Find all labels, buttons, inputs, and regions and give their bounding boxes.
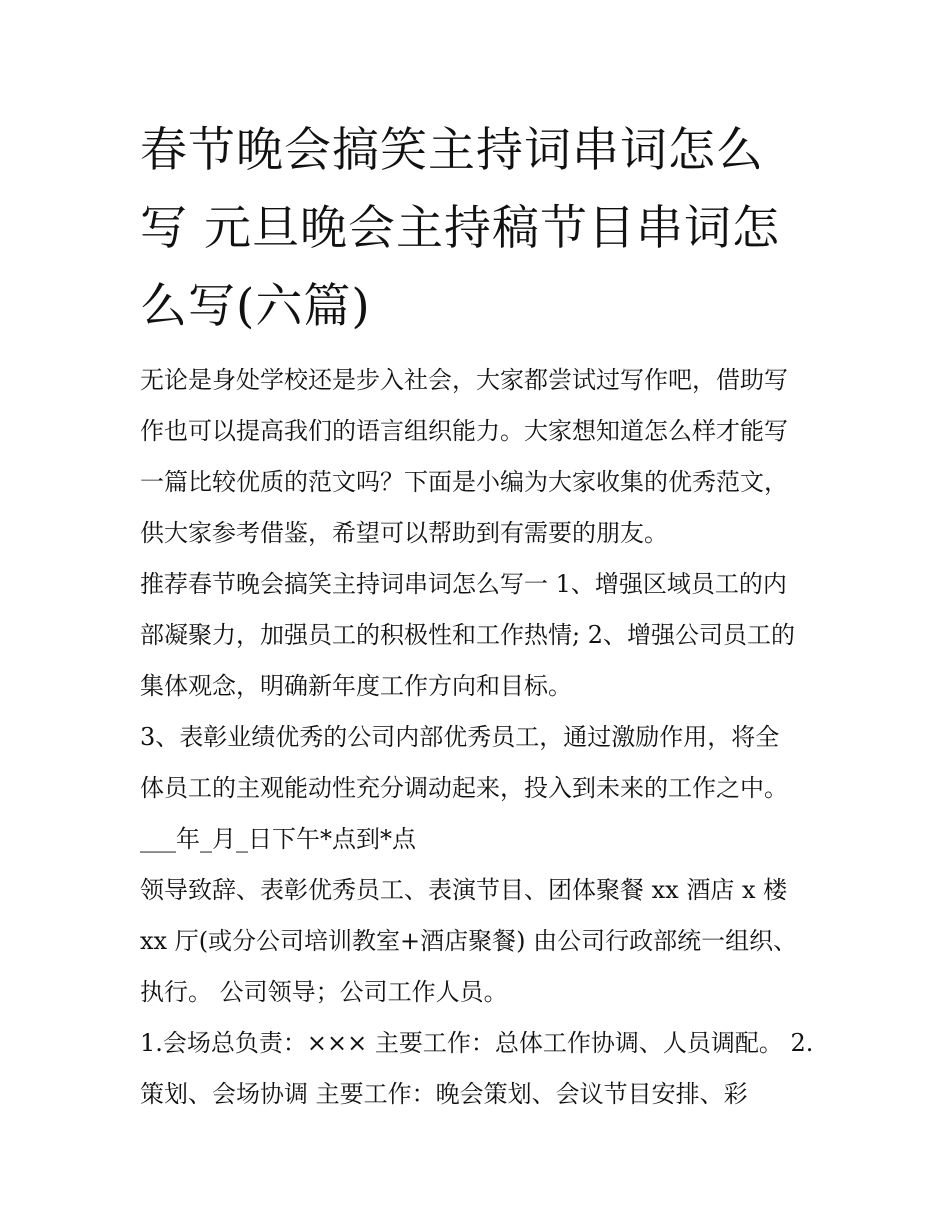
text-line: 执行。 公司领导；公司工作人员。: [140, 978, 508, 1006]
text-line: ___年_月_日下午*点到*点: [140, 825, 416, 853]
text-line: 集体观念，明确新年度工作方向和目标。: [140, 672, 572, 700]
text-line: 供大家参考借鉴，希望可以帮助到有需要的朋友。: [140, 519, 668, 547]
text-line: 3、表彰业绩优秀的公司内部优秀员工，通过激励作用，将全: [140, 723, 780, 751]
text-line: 无论是身处学校还是步入社会，大家都尝试过写作吧，借助写: [140, 366, 788, 394]
paragraph-time: [140, 814, 830, 865]
text-line: xx 厅(或分公司培训教室+酒店聚餐) 由公司行政部统一组织、: [140, 927, 798, 955]
text-line: 推荐春节晚会搞笑主持词串词怎么写一 1、增强区域员工的内: [140, 570, 787, 598]
text-line: 一篇比较优质的范文吗？下面是小编为大家收集的优秀范文，: [140, 468, 788, 496]
text-line: 体员工的主观能动性充分调动起来，投入到未来的工作之中。: [140, 774, 788, 802]
title-line: 么写(六篇): [140, 279, 371, 334]
text-line: 部凝聚力，加强员工的积极性和工作热情; 2、增强公司员工的: [140, 621, 795, 649]
title-line: 春节晚会搞笑主持词串词怎么: [140, 123, 764, 178]
text-line: 领导致辞、表彰优秀员工、表演节目、团体聚餐 xx 酒店 x 楼: [140, 876, 788, 904]
text-line: 1.会场总负责：××× 主要工作：总体工作协调、人员调配。 2.: [140, 1029, 814, 1057]
title-line: 写 元旦晚会主持稿节目串词怎: [140, 201, 780, 256]
paragraph-goals: [140, 559, 830, 712]
paragraph-agenda: [140, 865, 830, 1018]
document-title: [140, 112, 820, 346]
paragraph-roles: [140, 1018, 830, 1120]
paragraph-recognition: [140, 712, 830, 814]
text-line: 策划、会场协调 主要工作：晚会策划、会议节目安排、彩: [140, 1080, 748, 1108]
text-line: 作也可以提高我们的语言组织能力。大家想知道怎么样才能写: [140, 417, 788, 445]
document-body: [140, 355, 830, 1120]
paragraph-intro: [140, 355, 830, 559]
